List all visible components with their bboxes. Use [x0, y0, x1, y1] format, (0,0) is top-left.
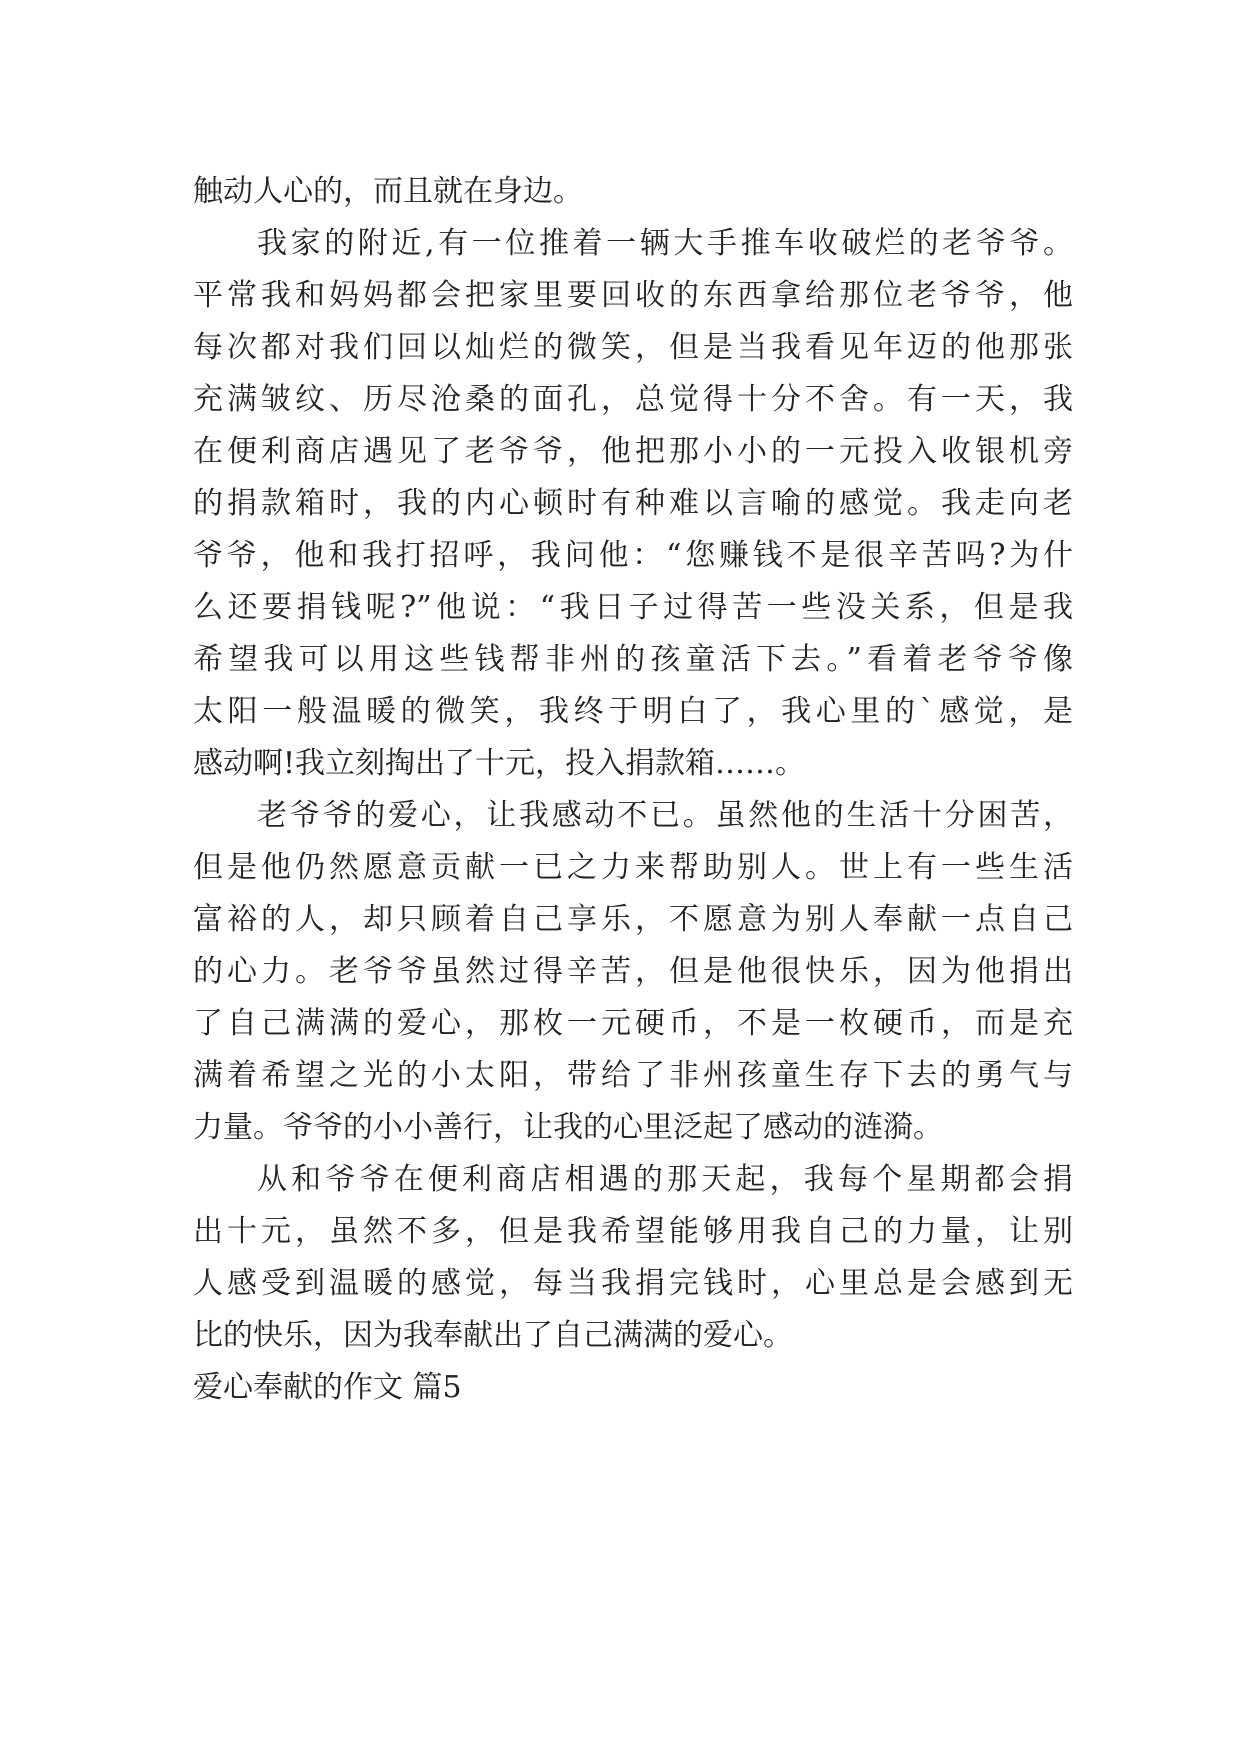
text-line: 但是他仍然愿意贡献一已之力来帮助别人。世上有一些生活 [193, 850, 1073, 885]
text-line: 的捐款箱时，我的内心顿时有种难以言喻的感觉。我走向老 [193, 486, 1073, 521]
text-line: 希望我可以用这些钱帮非州的孩童活下去。”看着老爷爷像 [193, 642, 1073, 677]
text-line: 爷爷，他和我打招呼，我问他：“您赚钱不是很辛苦吗?为什 [193, 538, 1073, 573]
text-line: 每次都对我们回以灿烂的微笑，但是当我看见年迈的他那张 [193, 330, 1073, 365]
text-line: 在便利商店遇见了老爷爷，他把那小小的一元投入收银机旁 [193, 434, 1073, 469]
text-line: 比的快乐，因为我奉献出了自己满满的爱心。 [193, 1318, 793, 1353]
text-line: 富裕的人，却只顾着自己享乐，不愿意为别人奉献一点自己 [193, 902, 1073, 937]
text-line: 感动啊!我立刻掏出了十元，投入捐款箱……。 [193, 746, 806, 781]
text-line: 出十元，虽然不多，但是我希望能够用我自己的力量，让别 [193, 1214, 1073, 1249]
text-line: 触动人心的，而且就在身边。 [193, 174, 583, 209]
text-line: 满着希望之光的小太阳，带给了非州孩童生存下去的勇气与 [193, 1058, 1073, 1093]
text-line: 了自己满满的爱心，那枚一元硬币，不是一枚硬币，而是充 [193, 1006, 1073, 1041]
text-line: 我家的附近,有一位推着一辆大手推车收破烂的老爷爷。 [257, 226, 1073, 261]
text-line: 太阳一般温暖的微笑，我终于明白了，我心里的`感觉，是 [193, 694, 1073, 729]
text-line: 从和爷爷在便利商店相遇的那天起，我每个星期都会捐 [257, 1162, 1073, 1197]
text-line: 么还要捐钱呢?”他说：“我日子过得苦一些没关系，但是我 [193, 590, 1073, 625]
text-line: 人感受到温暖的感觉，每当我捐完钱时，心里总是会感到无 [193, 1266, 1073, 1301]
article-body [193, 166, 1073, 1414]
text-line: 平常我和妈妈都会把家里要回收的东西拿给那位老爷爷，他 [193, 278, 1073, 313]
text-line: 力量。爷爷的小小善行，让我的心里泛起了感动的涟漪。 [193, 1110, 943, 1145]
section-heading: 爱心奉献的作文 篇5 [193, 1370, 462, 1405]
text-line: 的心力。老爷爷虽然过得辛苦，但是他很快乐，因为他捐出 [193, 954, 1073, 989]
text-line: 老爷爷的爱心，让我感动不已。虽然他的生活十分困苦， [257, 798, 1073, 833]
text-line: 充满皱纹、历尽沧桑的面孔，总觉得十分不舍。有一天，我 [193, 382, 1073, 417]
